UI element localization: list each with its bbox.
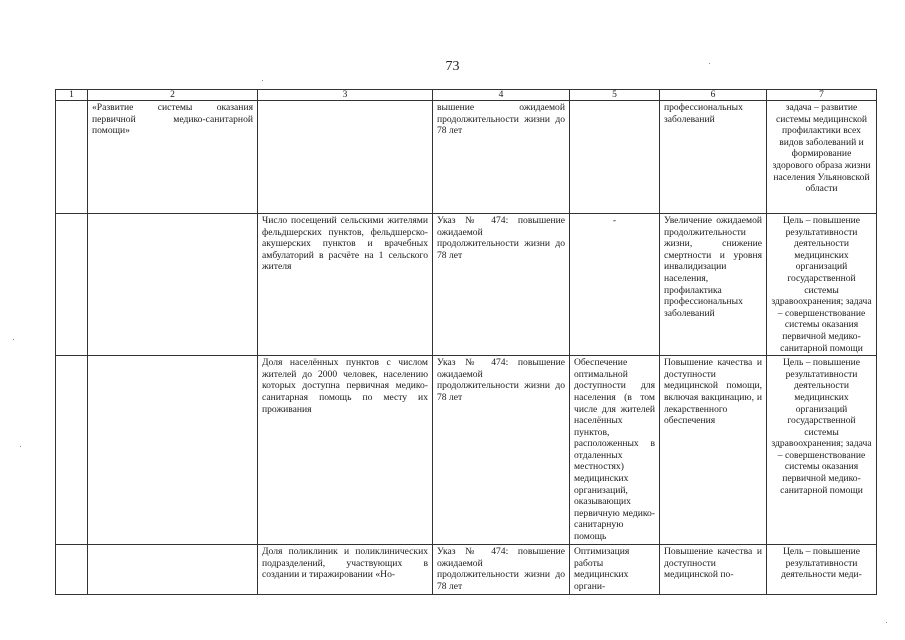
table-cell: Увеличение ожидаемой продолжительности жизни, снижение смертности и уровня инвалидизации населения, профилактика профессиональных заболеваний <box>660 214 767 356</box>
table-row <box>56 214 877 356</box>
table-cell <box>56 356 88 545</box>
table-cell: Обеспечение оптимальной доступности для населения (в том числе для жителей населённых пунктов, расположенных в отдаленных местностях) медицинских организаций, оказывающих первичную медико-санитарную помощь <box>570 356 660 545</box>
table-cell: профессиональных заболеваний <box>660 101 767 214</box>
table-cell <box>56 545 88 594</box>
table-cell: Оптимизация работы медицинских органи- <box>570 545 660 594</box>
table-cell <box>570 101 660 214</box>
table-cell: задача – развитие системы медицинской профилактики всех видов заболеваний и формирование здорового образа жизни населения Ульяновской области <box>767 101 877 214</box>
table-cell <box>258 101 433 214</box>
table-cell <box>56 101 88 214</box>
scan-speck <box>262 80 263 81</box>
table-cell: Повышение качества и доступности медицинской по- <box>660 545 767 594</box>
table-cell <box>88 545 258 594</box>
table-cell: Цель – повышение результативности деятельности медицинских организаций государственной системы здравоохранения; задача – совершенствование системы оказания первичной медико-санитарной помощи <box>767 356 877 545</box>
table-cell: «Развитие системы оказания первичной медико-санитарной помощи» <box>88 101 258 214</box>
scan-speck <box>13 339 14 340</box>
column-header: 6 <box>660 90 767 101</box>
scan-speck <box>709 63 710 64</box>
table-cell: Цель – повышение результативности деятельности медицинских организаций государственной системы здравоохранения; задача – совершенствование системы оказания первичной медико-санитарной помощи <box>767 214 877 356</box>
column-header: 2 <box>88 90 258 101</box>
table-cell: Указ № 474: повышение ожидаемой продолжительности жизни до 78 лет <box>433 214 570 356</box>
table-cell: Доля поликлиник и поликлинических подразделений, участвующих в создании и тиражировании «Но- <box>258 545 433 594</box>
table-cell: Число посещений сельскими жителями фельдшерских пунктов, фельдшерско-акушерских пунктов и врачебных амбулаторий в расчёте на 1 сельского жителя <box>258 214 433 356</box>
table-cell: Доля населённых пунктов с числом жителей до 2000 человек, населению которых доступна первичная медико-санитарная помощь по месту их проживания <box>258 356 433 545</box>
table-header-row <box>56 90 877 101</box>
scan-speck <box>886 622 887 623</box>
page-bottom-edge <box>0 597 905 640</box>
table-row <box>56 545 877 594</box>
page-number: 73 <box>445 59 460 74</box>
table-cell: Указ № 474: повышение ожидаемой продолжительности жизни до 78 лет <box>433 545 570 594</box>
table-cell: - <box>570 214 660 356</box>
column-header: 4 <box>433 90 570 101</box>
table-cell <box>56 214 88 356</box>
column-header: 3 <box>258 90 433 101</box>
column-header: 1 <box>56 90 88 101</box>
table-row <box>56 101 877 214</box>
table-cell <box>88 356 258 545</box>
indicators-table <box>55 89 877 595</box>
table-row <box>56 356 877 545</box>
table-cell: Указ № 474: повышение ожидаемой продолжительности жизни до 78 лет <box>433 356 570 545</box>
table-cell: вышение ожидаемой продолжительности жизни до 78 лет <box>433 101 570 214</box>
column-header: 7 <box>767 90 877 101</box>
column-header: 5 <box>570 90 660 101</box>
scan-speck <box>20 446 21 447</box>
table-cell <box>88 214 258 356</box>
table-cell: Цель – повышение результативности деятельности меди- <box>767 545 877 594</box>
table-cell: Повышение качества и доступности медицинской помощи, включая вакцинацию, и лекарственного обеспечения <box>660 356 767 545</box>
